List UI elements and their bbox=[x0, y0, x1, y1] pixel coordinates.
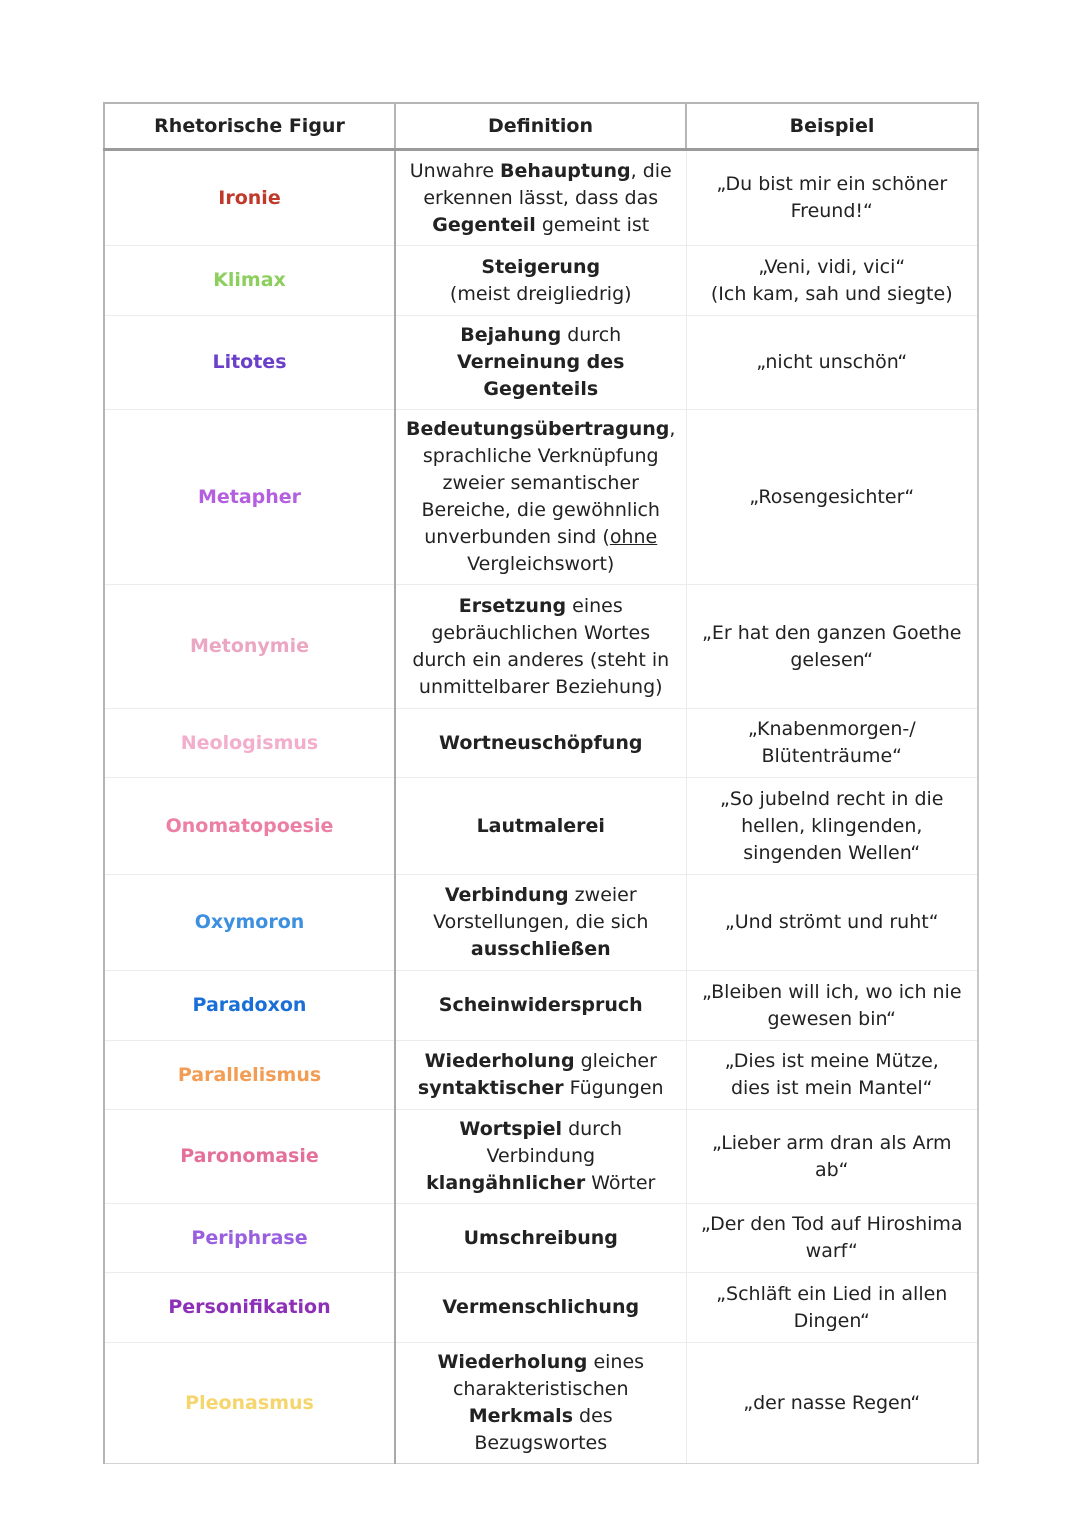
table-row bbox=[104, 585, 978, 709]
figure-cell: Parallelismus bbox=[104, 1041, 395, 1110]
definition-segment: eines charakteristischen bbox=[452, 1351, 645, 1400]
figure-cell: Ironie bbox=[104, 150, 395, 246]
table-row bbox=[104, 778, 978, 875]
example-cell: „Und strömt und ruht“ bbox=[686, 875, 978, 971]
example-cell: „So jubelnd recht in die hellen, klingenden, singenden Wellen“ bbox=[686, 778, 978, 875]
table-row bbox=[104, 971, 978, 1041]
definition-segment: Vermenschlichung bbox=[442, 1296, 640, 1318]
definition-cell bbox=[395, 971, 686, 1041]
figure-cell: Personifikation bbox=[104, 1273, 395, 1343]
definition-cell bbox=[395, 150, 686, 246]
definition-cell bbox=[395, 1110, 686, 1204]
figure-cell: Neologismus bbox=[104, 709, 395, 778]
definition-segment: Vergleichswort) bbox=[467, 553, 615, 575]
definition-segment: Ersetzung bbox=[458, 594, 567, 617]
table-row bbox=[104, 1110, 978, 1204]
definition-segment: gleicher bbox=[574, 1050, 657, 1072]
table-row bbox=[104, 410, 978, 585]
definition-segment: Lautmalerei bbox=[476, 814, 605, 837]
figure-cell: Pleonasmus bbox=[104, 1343, 395, 1464]
table-row bbox=[104, 246, 978, 316]
table-row bbox=[104, 875, 978, 971]
definition-cell bbox=[395, 1041, 686, 1110]
figure-cell: Metapher bbox=[104, 410, 395, 585]
definition-cell bbox=[395, 709, 686, 778]
definition-segment: durch Verbindung bbox=[486, 1118, 623, 1167]
figure-cell: Klimax bbox=[104, 246, 395, 316]
example-cell: „Er hat den ganzen Goethe gelesen“ bbox=[686, 585, 978, 709]
definition-cell bbox=[395, 316, 686, 410]
definition-segment: klangähnlicher bbox=[426, 1172, 586, 1194]
definition-segment: Umschreibung bbox=[463, 1226, 618, 1249]
header-example: Beispiel bbox=[686, 103, 978, 150]
definition-segment: ausschließen bbox=[470, 938, 611, 960]
definition-segment: des Bezugswortes bbox=[474, 1405, 613, 1454]
figure-cell: Litotes bbox=[104, 316, 395, 410]
example-cell: „Bleiben will ich, wo ich nie gewesen bin“ bbox=[686, 971, 978, 1041]
example-cell: „Du bist mir ein schöner Freund!“ bbox=[686, 150, 978, 246]
definition-cell bbox=[395, 778, 686, 875]
definition-cell bbox=[395, 585, 686, 709]
header-figure: Rhetorische Figur bbox=[104, 103, 395, 150]
table-body bbox=[104, 150, 978, 1464]
example-cell: „der nasse Regen“ bbox=[686, 1343, 978, 1464]
definition-cell bbox=[395, 875, 686, 971]
definition-segment: Merkmals bbox=[468, 1405, 574, 1427]
definition-segment: Wörter bbox=[585, 1172, 656, 1194]
figure-cell: Metonymie bbox=[104, 585, 395, 709]
example-cell: „Dies ist meine Mütze, dies ist mein Mantel“ bbox=[686, 1041, 978, 1110]
figure-cell: Periphrase bbox=[104, 1204, 395, 1273]
table-row bbox=[104, 1204, 978, 1273]
definition-segment: , sprachliche Verknüpfung zweier semantischer Bereiche, die gewöhnlich unverbunden sind ( bbox=[421, 418, 676, 548]
definition-cell bbox=[395, 1273, 686, 1343]
rhetoric-table bbox=[103, 102, 979, 1464]
definition-segment: Verbindung bbox=[444, 884, 569, 906]
example-cell: „Veni, vidi, vici“ (Ich kam, sah und siegte) bbox=[686, 246, 978, 316]
table-row bbox=[104, 1343, 978, 1464]
table-row bbox=[104, 1041, 978, 1110]
definition-segment: gemeint ist bbox=[535, 213, 650, 236]
example-cell: „Knabenmorgen-/ Blütenträume“ bbox=[686, 709, 978, 778]
definition-segment: Wiederholung bbox=[437, 1351, 588, 1373]
table-row bbox=[104, 150, 978, 246]
definition-segment: Scheinwiderspruch bbox=[438, 994, 643, 1016]
figure-cell: Paradoxon bbox=[104, 971, 395, 1041]
example-cell: „nicht unschön“ bbox=[686, 316, 978, 410]
example-cell: „Schläft ein Lied in allen Dingen“ bbox=[686, 1273, 978, 1343]
definition-segment: ohne bbox=[609, 526, 658, 548]
table-row bbox=[104, 316, 978, 410]
definition-segment: , die erkennen lässt, dass das bbox=[423, 159, 672, 209]
definition-segment: Wortspiel bbox=[459, 1118, 563, 1140]
table-row bbox=[104, 1273, 978, 1343]
definition-cell bbox=[395, 1204, 686, 1273]
definition-segment: zweier Vorstellungen, die sich bbox=[433, 884, 649, 933]
definition-segment: Steigerung bbox=[481, 255, 601, 278]
example-cell: „Rosengesichter“ bbox=[686, 410, 978, 585]
definition-segment: Behauptung bbox=[500, 159, 631, 182]
figure-cell: Onomatopoesie bbox=[104, 778, 395, 875]
definition-segment: eines gebräuchlichen Wortes durch ein anderes (steht in unmittelbarer Beziehung) bbox=[412, 594, 670, 698]
definition-segment: Unwahre bbox=[409, 159, 501, 182]
definition-segment: Fügungen bbox=[563, 1077, 664, 1099]
definition-segment: Bejahung bbox=[460, 324, 562, 346]
definition-segment: (meist dreigliedrig) bbox=[449, 282, 632, 305]
example-cell: „Der den Tod auf Hiroshima warf“ bbox=[686, 1204, 978, 1273]
definition-cell bbox=[395, 246, 686, 316]
figure-cell: Oxymoron bbox=[104, 875, 395, 971]
definition-segment: Wortneuschöpfung bbox=[439, 731, 643, 754]
figure-cell: Paronomasie bbox=[104, 1110, 395, 1204]
definition-segment: Gegenteil bbox=[432, 213, 536, 236]
definition-segment: Bedeutungsübertragung bbox=[406, 418, 670, 440]
header-row bbox=[104, 103, 978, 150]
definition-segment: durch bbox=[561, 324, 622, 346]
definition-segment: Verneinung des Gegenteils bbox=[457, 351, 625, 400]
header-definition: Definition bbox=[395, 103, 686, 150]
definition-segment: Wiederholung bbox=[424, 1050, 575, 1072]
definition-cell bbox=[395, 1343, 686, 1464]
example-cell: „Lieber arm dran als Arm ab“ bbox=[686, 1110, 978, 1204]
definition-cell bbox=[395, 410, 686, 585]
definition-segment: syntaktischer bbox=[417, 1077, 564, 1099]
table-row bbox=[104, 709, 978, 778]
